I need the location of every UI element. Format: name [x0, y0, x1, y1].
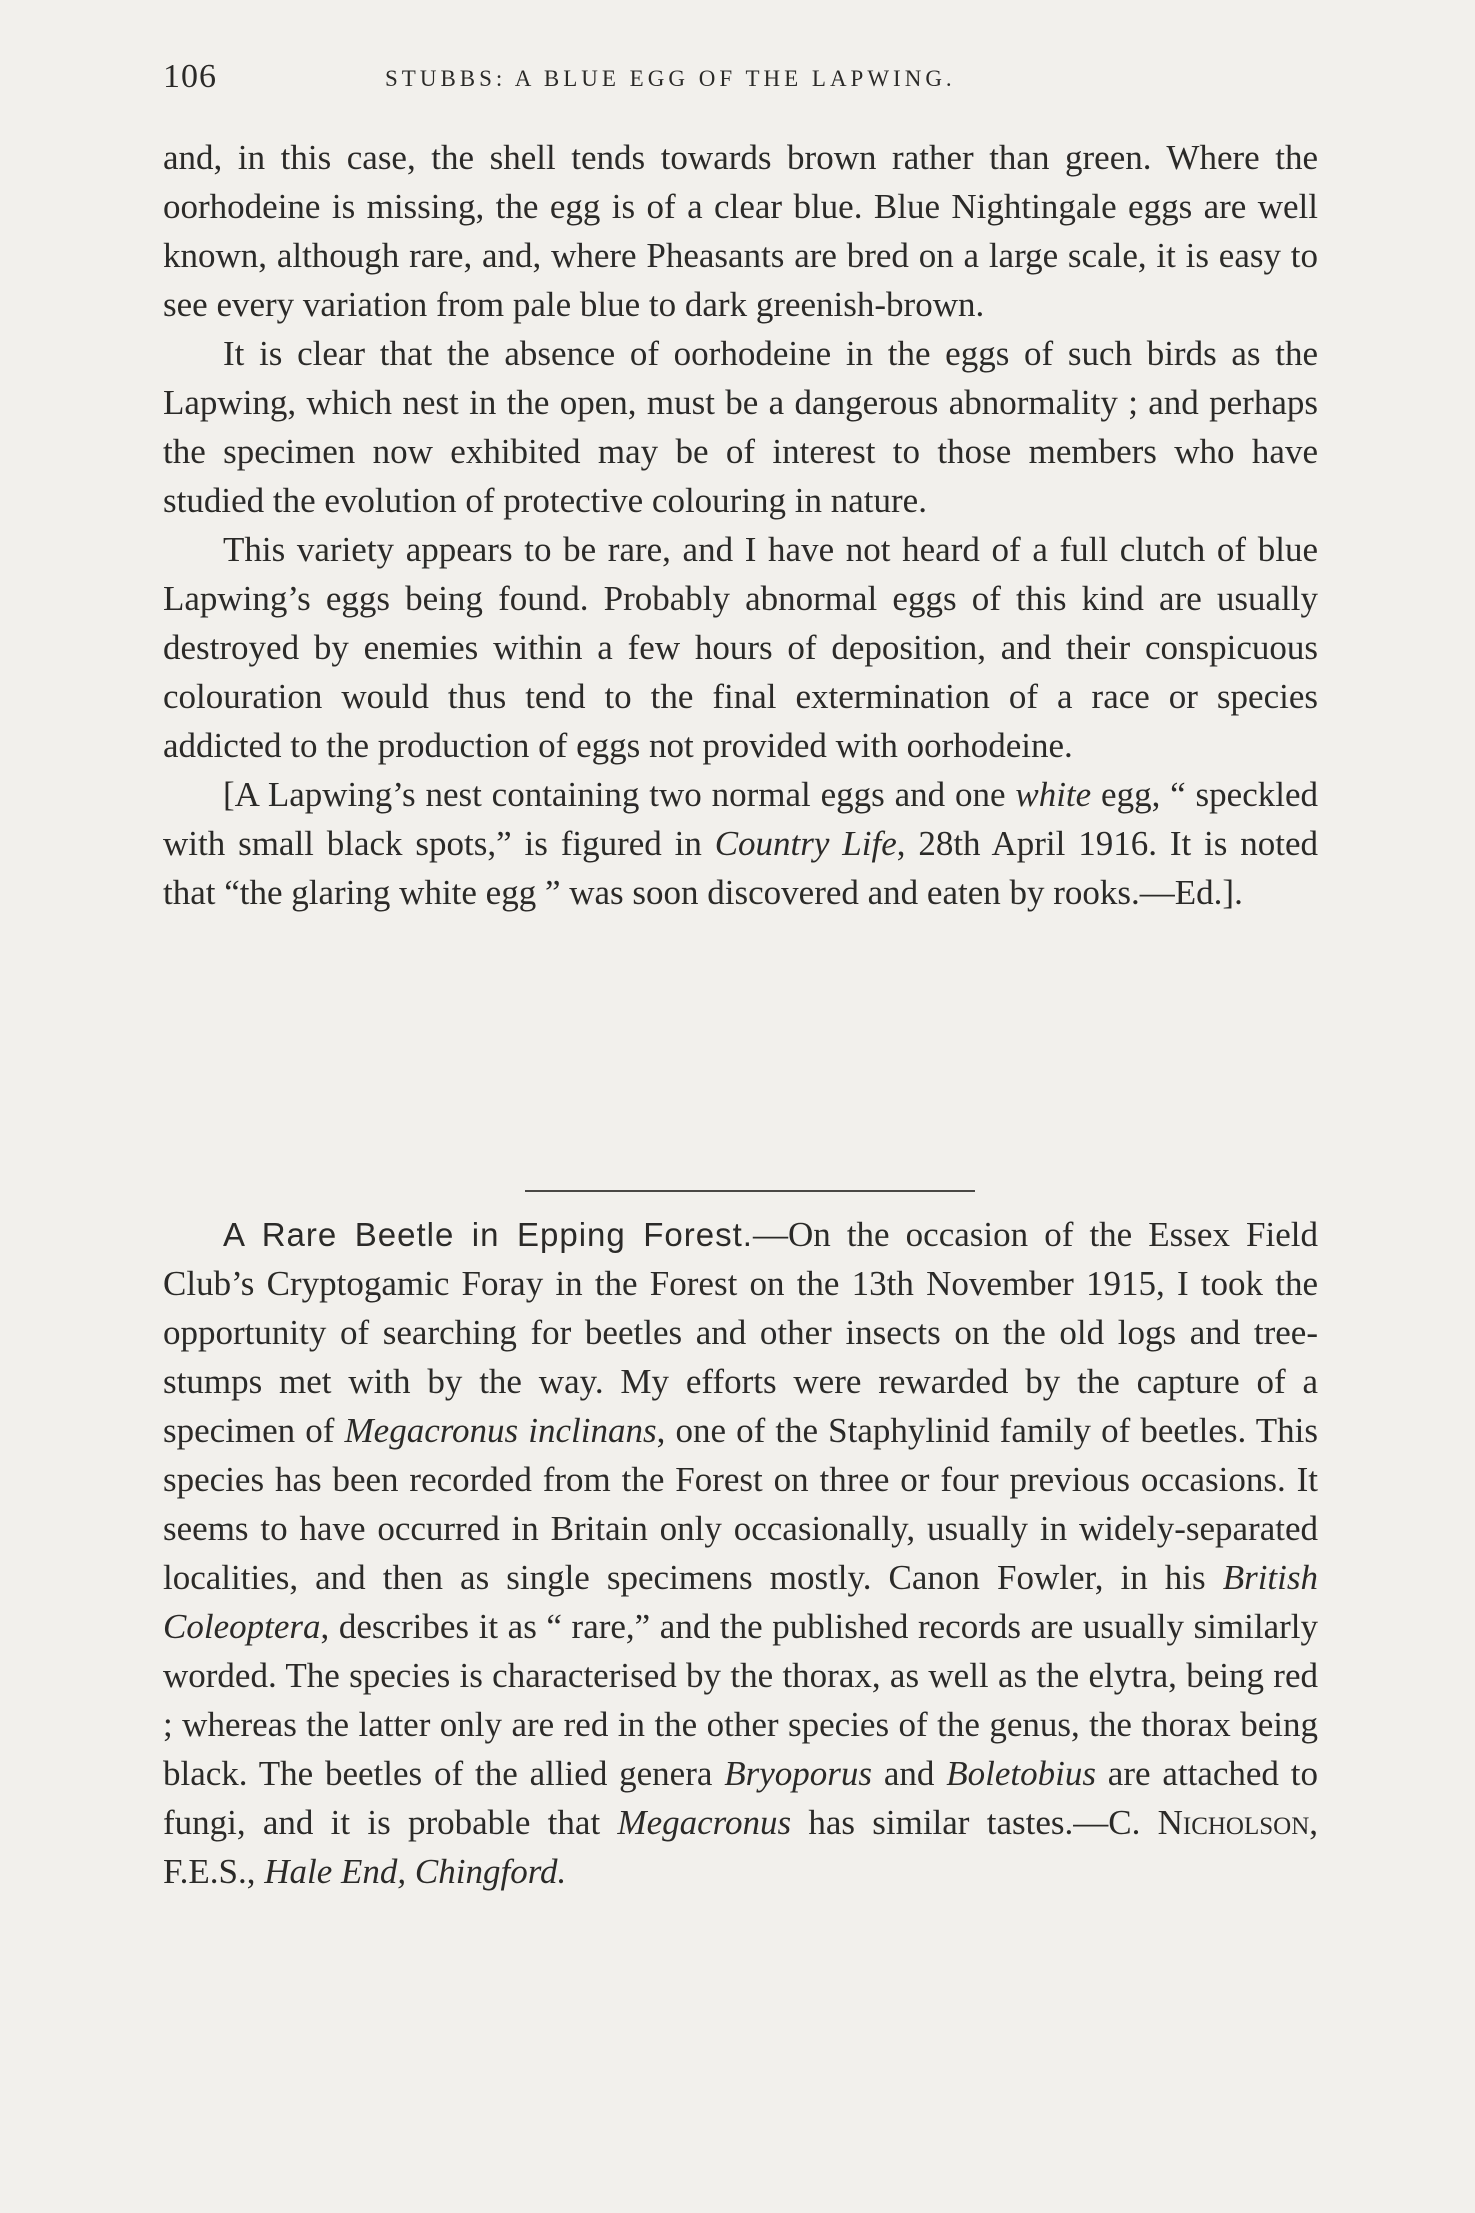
text-run: , F.E.S., [163, 1803, 1319, 1891]
text-run: , 28th April 1916. It is noted that “the glaring white egg ” was soon discovered and eaten by rooks.—Ed.]. [163, 824, 1318, 912]
author-name: Nicholson [1157, 1803, 1310, 1842]
genus-name: Bryoporus [724, 1754, 873, 1793]
paragraph: It is clear that the absence of oorhodeine in the eggs of such birds as the Lapwing, which nest in the open, must be a dangerous abnormality ; and perhaps the specimen now exhibited may be of interest to those members who have studied the evolution of protective colouring in nature. [163, 334, 1318, 520]
paragraph: This variety appears to be rare, and I have not heard of a full clutch of blue Lapwing’s eggs being found. Probably abnormal eggs of this kind are usually destroyed by enemies within a few hours of deposition, and their conspicuous colouration would thus tend to the final extermination of a race or species addicted to the production of eggs not provided with oorhodeine. [163, 530, 1318, 765]
text-run: [A Lapwing’s nest containing two normal eggs and one [223, 775, 1016, 814]
article-rare-beetle [163, 1210, 1318, 1896]
running-head [163, 58, 1323, 108]
text-run: —On the occasion of the Essex Field Club’s Cryptogamic Foray in the Forest on the 13th November 1915, I took the opportunity of searching for beetles and other insects on the old logs and tree-stumps met with by the way. My efforts were rewarded by the capture of a specimen of [163, 1215, 1318, 1450]
article-lapwing-egg [163, 133, 1318, 917]
author-location: Hale End, Chingford. [264, 1852, 567, 1891]
genus-name: Megacronus [617, 1803, 792, 1842]
text-run: and [872, 1754, 947, 1793]
editor-note [163, 770, 1318, 917]
running-title: STUBBS: A BLUE EGG OF THE LAPWING. [385, 66, 956, 91]
species-name: Megacronus inclinans [344, 1411, 657, 1450]
paragraph: and, in this case, the shell tends towards brown rather than green. Where the oorhodeine is missing, the egg is of a clear blue. Blue Nightingale eggs are well known, although rare, and, where Pheasants are bred on a large scale, it is easy to see every variation from pale blue to dark greenish-brown. [163, 138, 1318, 324]
article-heading: A Rare Beetle in Epping Forest. [223, 1216, 753, 1253]
italic-run: white [1015, 775, 1092, 814]
page-number: 106 [163, 58, 217, 95]
italic-run: Country Life [714, 824, 897, 863]
paragraph [163, 1210, 1318, 1896]
text-run: , describes it as “ rare,” and the published records are usually similarly worded. The species is characterised by the thorax, as well as the elytra, being red ; whereas the latter only are red in the other species of the genus, the thorax being black. The beetles of the allied genera [163, 1607, 1318, 1793]
text-run: are attached to fungi, and it is probable that [163, 1754, 1318, 1842]
book-title: British Coleoptera [163, 1558, 1318, 1646]
text-run: , one of the Staphylinid family of beetles. This species has been recorded from the Forest on three or four previous occasions. It seems to have occurred in Britain only occasionally, usually in widely-separated localities, and then as single specimens mostly. Canon Fowler, in his [163, 1411, 1318, 1597]
genus-name: Boletobius [946, 1754, 1096, 1793]
text-run: has similar tastes.—C. [791, 1803, 1158, 1842]
text-run: egg, “ speckled with small black spots,” is figured in [163, 775, 1318, 863]
section-divider [525, 1190, 975, 1192]
